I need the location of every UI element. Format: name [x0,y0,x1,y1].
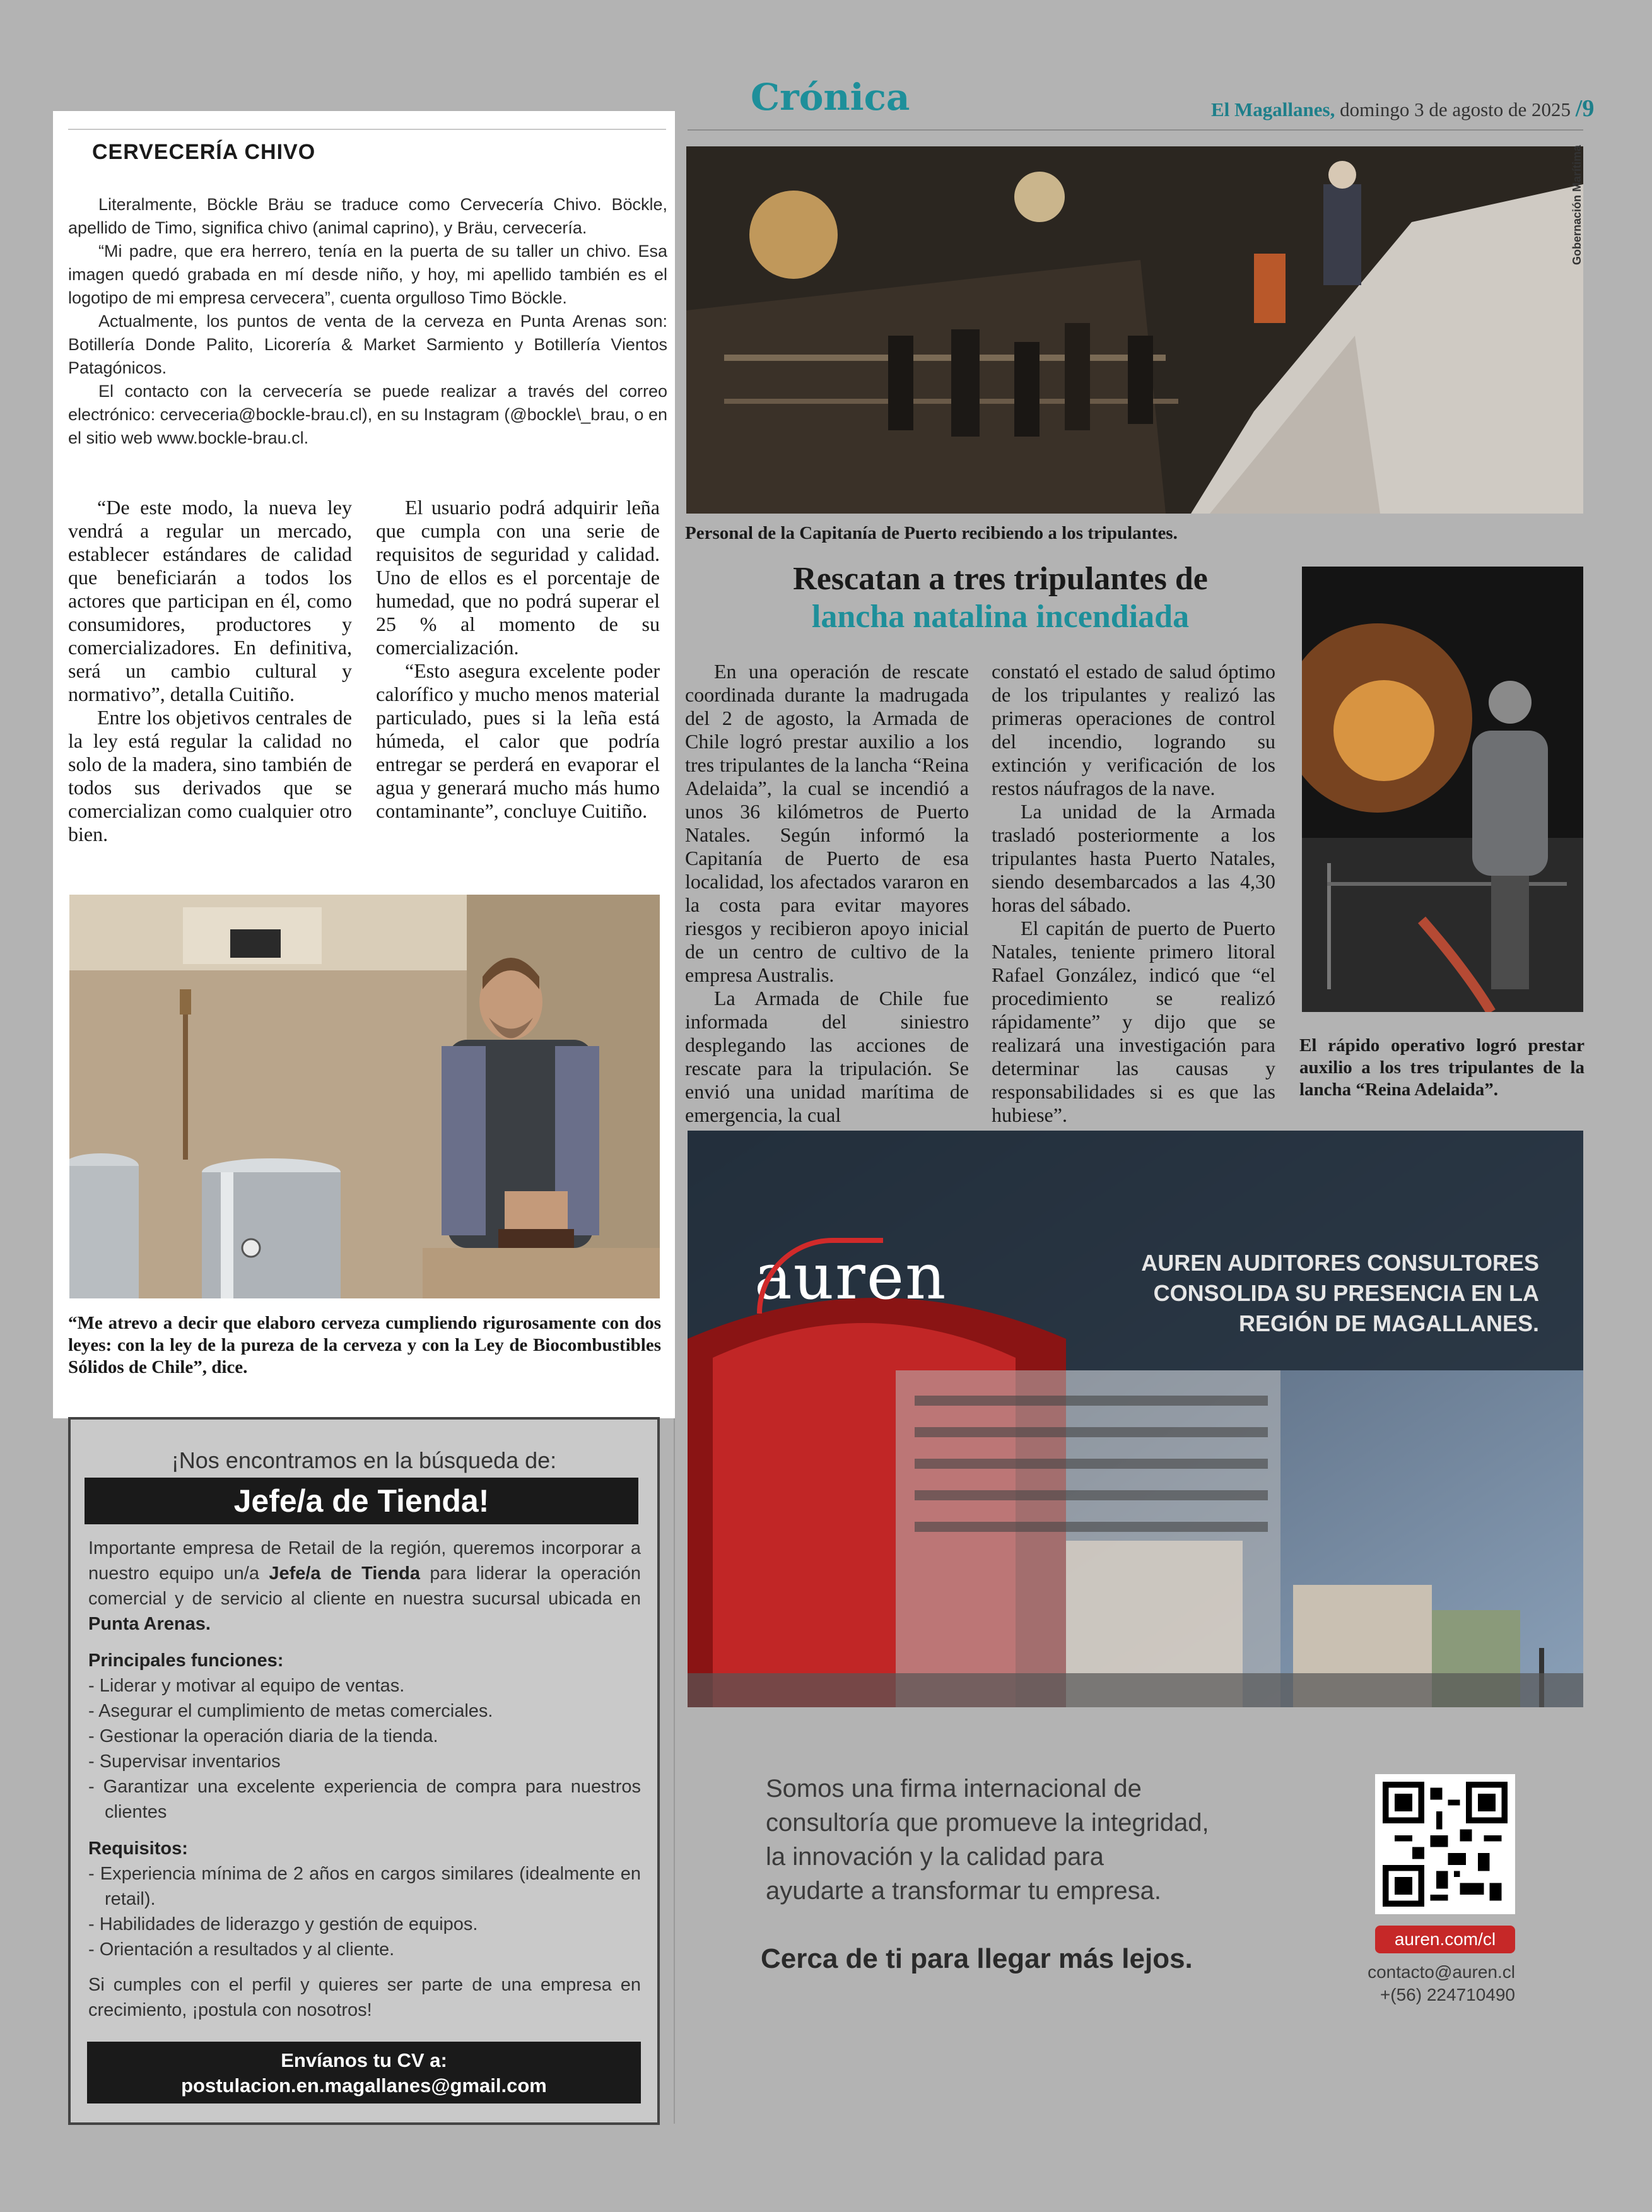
issue-date: domingo 3 de agosto de 2025 [1340,98,1571,121]
list-item: - Habilidades de liderazgo y gestión de equipos. [88,1914,478,1934]
newspaper-name: El Magallanes, [1211,98,1335,121]
cv-contact-box [87,2042,641,2103]
auren-headline-line: REGIÓN DE MAGALLANES. [1238,1310,1539,1336]
article-paragraph: El capitán de puerto de Puerto Natales, teniente primero litoral Rafael González, indicó que “el procedimiento se realizó rápidamente” y dijo que se realizará una investigación para determinar las causas y responsabilidades si es que las hubiese”. [992,917,1275,1126]
auren-body-line: ayudarte a transformar tu empresa. [766,1877,1161,1905]
photo-credit: Gobernación Marítima [1571,144,1583,265]
requirements-list [88,1861,641,1962]
auren-headline-line: AUREN AUDITORES CONSULTORES [1141,1250,1539,1276]
article-paragraph: La unidad de la Armada trasladó posteriormente a los tripulantes hasta Puerto Natales, siendo desembarcados a las 4,30 horas del sábado. [992,800,1275,916]
article-headline [685,560,1316,636]
list-item: - Asegurar el cumplimiento de metas comerciales. [88,1701,493,1721]
list-item: - Experiencia mínima de 2 años en cargos similares (idealmente en retail). [88,1864,641,1909]
requirements-heading: Requisitos: [88,1838,188,1859]
rescue-top-photo [686,146,1583,514]
headline-line-2: lancha natalina incendiada [811,599,1190,635]
auren-body-line: la innovación y la calidad para [766,1843,1104,1871]
article-paragraph: La Armada de Chile fue informada del siniestro desplegando las acciones de rescate para la tripulación. Se envió una unidad marítima de emergencia, la cual [685,987,969,1126]
page-folio [1211,95,1594,122]
section-title: Crónica [751,76,910,119]
left-article-column-2 [376,496,660,823]
auren-headline [1110,1248,1539,1339]
list-item: - Supervisar inventarios [88,1751,281,1772]
rescue-column-1 [685,660,969,1127]
page-number: 9 [1582,95,1595,122]
cv-email[interactable]: postulacion.en.magallanes@gmail.com [181,2074,547,2097]
rescue-column-2 [992,660,1275,1127]
job-advertisement [68,1417,660,2125]
job-title: Jefe/a de Tienda! [85,1478,638,1524]
job-summary-role: Jefe/a de Tienda [269,1563,421,1584]
article-paragraph: Entre los objetivos centrales de la ley está regular la calidad no solo de la madera, sino también de todos sus derivados que se comercializan como cualquier otro bien. [68,706,352,845]
auren-url-button[interactable]: auren.com/cl [1375,1926,1515,1953]
rescue-side-photo [1302,567,1583,1012]
auren-body-line: Somos una firma internacional de [766,1775,1142,1803]
left-article-column-1 [68,496,352,846]
top-photo-caption: Personal de la Capitanía de Puerto recibiendo a los tripulantes. [685,523,1178,543]
auren-ad-banner [688,1131,1583,1707]
article-paragraph: En una operación de rescate coordinada durante la madrugada del 2 de agosto, la Armada de Chile logró prestar auxilio a los tres tripulantes de la lancha “Reina Adelaida”, la cual se incendió a unos 36 kilómetros de Puerto Natales. Según informó la Capitanía de Puerto de esa localidad, los afectados vararon en la costa para evitar mayores riesgos y recibieron apoyo inicial de un centro de cultivo de la empresa Australis. [685,660,969,986]
side-photo-caption: El rápido operativo logró prestar auxilio a los tres tripulantes de la lancha “Reina Adelaida”. [1299,1035,1585,1100]
job-summary-text: para liderar la operación comercial y de servicio al cliente en nuestra sucursal ubicada en [88,1563,641,1609]
page-separator: / [1575,95,1583,122]
functions-list [88,1673,641,1825]
auren-body-line: consultoría que promueve la integridad, [766,1809,1209,1837]
box-top-rule [68,129,666,130]
job-closing: Si cumples con el perfil y quieres ser parte de una empresa en crecimiento, ¡postula con nosotros! [88,1975,641,2020]
box-title: CERVECERÍA CHIVO [92,140,316,164]
job-summary-text: Importante empresa de Retail de la región, queremos incorporar a nuestro equipo un/a [88,1538,641,1584]
auren-phone: +(56) 224710490 [1380,1985,1515,2004]
header-rule [688,129,1583,131]
auren-slogan: Cerca de ti para llegar más lejos. [761,1943,1193,1974]
auren-logo: auren [754,1240,947,1314]
job-summary-location: Punta Arenas. [88,1614,211,1634]
box-paragraph: El contacto con la cervecería se puede realizar a través del correo electrónico: cerveceria@bockle-brau.cl), en su Instagram (@bockle\_brau, o en el sitio web www.bockle-brau.cl. [68,382,667,447]
headline-line-1: Rescatan a tres tripulantes de [793,561,1208,597]
article-paragraph: constató el estado de salud óptimo de los tripulantes y realizó las primeras operaciones de control del incendio, logrando su extinción y verificación de los restos náufragos de la nave. [992,660,1275,799]
list-item: - Garantizar una excelente experiencia de compra para nuestros clientes [88,1777,641,1822]
job-description [88,1536,641,2023]
cv-label: Envíanos tu CV a: [281,2049,447,2071]
article-paragraph: El usuario podrá adquirir leña que cumpla con una serie de requisitos de seguridad y calidad. Uno de ellos es el porcentaje de humedad, que no podrá superar el 25 % al momento de su comercialización. [376,496,660,659]
auren-body-text [766,1772,1333,1908]
box-paragraph: “Mi padre, que era herrero, tenía en la puerta de su taller un chivo. Esa imagen quedó grabada en mí desde niño, y hoy, mi apellido también es el logotipo de mi empresa cervecera”, cuenta orgulloso Timo Böckle. [68,242,667,307]
auren-headline-line: CONSOLIDA SU PRESENCIA EN LA [1153,1280,1539,1306]
list-item: - Orientación a resultados y al cliente. [88,1939,395,1960]
article-paragraph: “Esto asegura excelente poder calorífico y mucho menos material particulado, pues si la leña está húmeda, el calor que podría entregar se perderá en evaporar el agua y generará mucho más humo contaminante”, concluye Cuitiño. [376,659,660,822]
list-item: - Liderar y motivar al equipo de ventas. [88,1676,405,1696]
job-intro: ¡Nos encontramos en la búsqueda de: [171,1447,557,1473]
qr-code[interactable] [1375,1774,1515,1914]
box-body [68,193,667,450]
brewer-photo-caption: “Me atrevo a decir que elaboro cerveza cumpliendo rigurosamente con dos leyes: con la ley de la pureza de la cerveza y con la Ley de Biocombustibles Sólidos de Chile”, dice. [68,1313,661,1377]
box-paragraph: Literalmente, Böckle Bräu se traduce como Cervecería Chivo. Böckle, apellido de Timo, significa chivo (animal caprino), y Bräu, cervecería. [68,195,667,237]
auren-email[interactable]: contacto@auren.cl [1368,1962,1515,1982]
box-paragraph: Actualmente, los puntos de venta de la cerveza en Punta Arenas son: Botillería Donde Palito, Licorería & Market Sarmiento y Botillería Vientos Patagónicos. [68,312,667,377]
article-paragraph: “De este modo, la nueva ley vendrá a regular un mercado, establecer estándares de calidad que beneficiarán a todos los actores que participan en él, como consumidores, productores y comercializadores. En definitiva, será un cambio cultural y normativo”, detalla Cuitiño. [68,496,352,705]
list-item: - Gestionar la operación diaria de la tienda. [88,1726,438,1746]
brewer-photo [69,895,660,1298]
job-summary [88,1536,641,1637]
functions-heading: Principales funciones: [88,1650,284,1671]
